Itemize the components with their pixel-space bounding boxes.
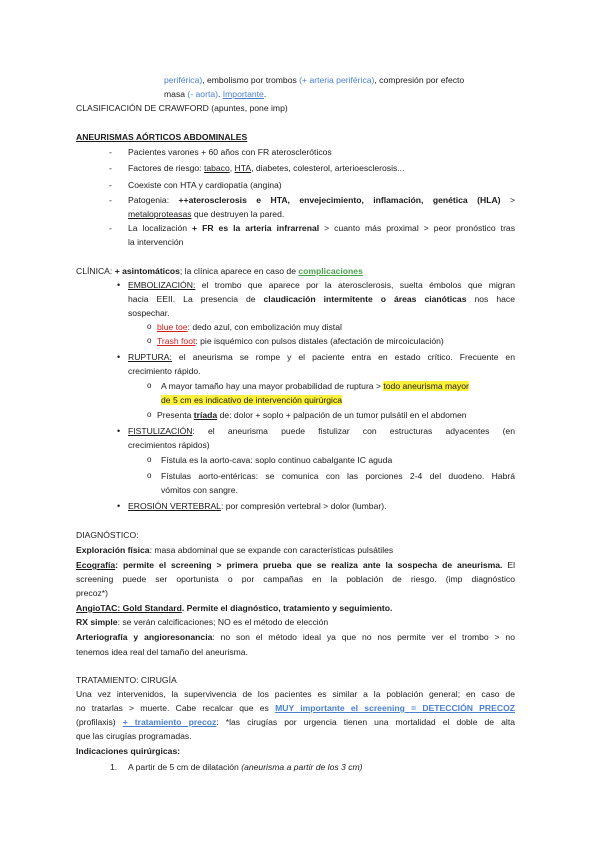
dash-4: -	[109, 195, 112, 205]
intro-important-link[interactable]: Importante	[222, 89, 264, 99]
aaa-title: ANEURISMAS AÓRTICOS ABDOMINALES	[76, 132, 248, 142]
ecografia-title: Ecografía	[76, 560, 116, 570]
embolizacion-line-3: sospechar.	[128, 308, 170, 318]
angiotac-title: AngioTAC: Gold Standard	[76, 603, 182, 613]
triada-term: tríada	[193, 410, 218, 420]
patogenia-label: Patogenia:	[128, 195, 179, 205]
loc-prognosis: > cuanto más proximal > peor pronóstico tras	[319, 223, 516, 233]
risk-sep: ,	[229, 163, 235, 173]
arteriografia-desc: : no son el método ideal ya que no nos permite ver el trombo > no	[212, 632, 515, 642]
circle-fistula-2: o	[147, 471, 152, 480]
trat-item-1-text: A partir de 5 cm de dilatación	[128, 762, 242, 772]
loc-infrarrenal: + FR es la arteria infrarrenal	[192, 223, 320, 233]
trat-indicaciones: Indicaciones quirúrgicas:	[76, 746, 181, 756]
trat-p2-text: no tratarlas > muerte. Cabe recalcar que es	[76, 703, 276, 713]
aaa-item-1: Pacientes varones + 60 años con FR ateroscleróticos	[128, 147, 332, 157]
fistula-aorto-cava: Fístula es la aorto-cava: soplo continuo cabalgante IC aguda	[161, 455, 393, 465]
blue-toe-term: blue toe	[157, 322, 188, 332]
diag-angiotac	[76, 604, 392, 613]
clinica-complications: complicaciones	[298, 266, 363, 276]
trat-p3	[76, 718, 515, 727]
exploracion-desc: : masa abdominal que se expande con características pulsátiles	[149, 545, 394, 555]
dash-5: -	[109, 223, 112, 233]
diag-ecografia-2: screening puede ser oportunista o por campañas en la población de riesgo. (imp diagnóstico	[76, 574, 515, 584]
ecografia-screening: : permite el screening > primera prueba que se realiza ante la sospecha de aneurisma.	[115, 560, 503, 570]
embolizacion-desc: el trombo que aparece por la aterosclerosis, suelta émbolos que migran	[195, 280, 515, 290]
trat-p4: que las cirugías programadas.	[76, 731, 192, 741]
bullet-fistulizacion: •	[117, 426, 121, 436]
diag-title: DIAGNÓSTICO:	[76, 530, 139, 540]
aaa-item-3: Coexiste con HTA y cardiopatía (angina)	[128, 180, 282, 190]
clinica-heading	[76, 267, 363, 276]
embolizacion-title: EMBOLIZACIÓN:	[128, 280, 196, 290]
risk-hta: HTA	[234, 163, 252, 173]
intro-peripheral-1: periférica)	[164, 75, 203, 85]
clinica-text: ; la clínica aparece en caso de	[179, 266, 299, 276]
aaa-item-4	[128, 196, 515, 205]
erosion-desc: : por compresión vertebral > dolor (lumbar).	[220, 501, 387, 511]
rx-title: RX simple	[76, 617, 118, 627]
ruptura-highlight-2: de 5 cm es indicativo de intervención quirúrgica	[161, 395, 343, 405]
trash-foot-line	[157, 337, 444, 346]
exploracion-title: Exploración física	[76, 545, 150, 555]
erosion-title: EROSIÓN VERTEBRAL	[128, 501, 221, 511]
ruptura-sub-1-cont	[161, 396, 342, 405]
circle-ruptura-1: o	[147, 381, 152, 390]
crawford-heading: CLASIFICACIÓN DE CRAWFORD (apuntes, pone imp)	[76, 103, 288, 113]
ruptura-title: RUPTURA:	[128, 352, 172, 362]
trat-p1: Una vez intervenidos, la supervivencia de los pacientes es similar a la población general; en caso de	[76, 689, 515, 699]
dash-1: -	[109, 147, 112, 157]
trash-foot-desc: : pie isquémico con pulsos distales (afectación de mircoiculación)	[195, 336, 444, 346]
angiotac-desc: . Permite el diagnóstico, tratamiento y seguimiento.	[181, 603, 393, 613]
blue-toe-desc: : dedo azul, con embolización muy distal	[187, 322, 342, 332]
trat-p2	[76, 704, 515, 713]
ruptura-line-2: crecimiento rápido.	[128, 366, 201, 376]
trat-screening-highlight: MUY importante el screening = DETECCIÓN PRECOZ	[275, 703, 515, 713]
risk-rest: , diabetes, colesterol, arterioesclerosis...	[251, 163, 405, 173]
diag-arteriografia-2: tenemos idea real del tamaño del aneurisma.	[76, 647, 248, 657]
ruptura-sub-1	[161, 382, 469, 391]
fistulizacion-line-1	[128, 427, 515, 436]
erosion-line	[128, 502, 386, 511]
fistulizacion-title: FISTULIZACIÓN	[128, 426, 193, 436]
triada-label: Presenta	[157, 410, 194, 420]
arteriografia-title: Arteriografía y angioresonancia	[76, 632, 213, 642]
ruptura-size: A mayor tamaño hay una mayor probabilidad de ruptura >	[161, 381, 384, 391]
risk-label: Factores de riesgo:	[128, 163, 204, 173]
embolizacion-desc-3: nos hace	[466, 294, 515, 304]
trat-title: TRATAMIENTO: CIRUGÍA	[76, 675, 177, 685]
intro-line-1	[164, 76, 516, 85]
fistulizacion-desc: : el aneurisma puede fistulizar con estructuras adyacentes (en	[192, 426, 515, 436]
trat-item-1-note: (aneurisma a partir de los 3 cm)	[241, 762, 363, 772]
diag-ecografia-3: precoz*)	[76, 588, 108, 598]
bullet-embolizacion: •	[117, 280, 121, 290]
triada-desc: de: dolor + soplo + palpación de un tumor pulsátil en el abdomen	[217, 410, 467, 420]
claudicacion: claudicación intermitente o áreas cianóticas	[263, 294, 467, 304]
rx-desc: : se verán calcificaciones; NO es el método de elección	[117, 617, 329, 627]
trat-profilaxis: (profilaxis)	[76, 717, 123, 727]
intro-aorta: (- aorta)	[187, 89, 218, 99]
intro-embolism: , embolismo por trombos	[202, 75, 300, 85]
patogenia-arrow: >	[500, 195, 515, 205]
risk-tobacco: tabaco	[203, 163, 230, 173]
aaa-item-5	[128, 224, 515, 233]
bullet-erosion: •	[117, 501, 121, 511]
trat-precoz: + tratamiento precoz	[122, 717, 217, 727]
circle-fistula-1: o	[147, 455, 152, 464]
bullet-ruptura: •	[117, 352, 121, 362]
circle-trash-foot: o	[147, 336, 152, 345]
clinica-label: CLÍNICA:	[76, 266, 115, 276]
diag-exploracion	[76, 546, 393, 555]
aaa-item-5-cont: la intervención	[128, 237, 184, 247]
clinica-asymptomatic: + asintomáticos	[114, 266, 180, 276]
ruptura-highlight-1: todo aneurisma mayor	[383, 381, 469, 391]
intro-end: .	[263, 89, 267, 99]
trat-p3-text: : *las cirugías por urgencia tienen una mortalidad el doble de alta	[216, 717, 515, 727]
ruptura-desc: el aneurisma se rompe y el paciente entra en estado crítico. Frecuente en	[171, 352, 515, 362]
diag-ecografia	[76, 561, 515, 570]
intro-mass: masa	[164, 89, 188, 99]
circle-ruptura-2: o	[147, 410, 152, 419]
diag-arteriografia	[76, 633, 515, 642]
trat-num-1: 1.	[110, 762, 118, 772]
circle-blue-toe: o	[147, 322, 152, 331]
intro-line-2	[164, 90, 266, 99]
aaa-item-2	[128, 164, 404, 173]
ruptura-line-1	[128, 353, 515, 362]
fistulizacion-line-2: crecimientos rápidos)	[128, 440, 210, 450]
metaloproteasas: metaloproteasas	[128, 209, 192, 219]
intro-dot: .	[217, 89, 223, 99]
ruptura-sub-2	[157, 411, 467, 420]
intro-peripheral-2: (+ arteria periférica)	[299, 75, 375, 85]
aaa-item-4-cont	[128, 210, 284, 219]
intro-compression: , compresión por efecto	[374, 75, 465, 85]
embolizacion-line-1	[128, 281, 515, 290]
diag-rx	[76, 618, 328, 627]
embolizacion-line-2	[128, 295, 515, 304]
ecografia-el: El	[502, 560, 516, 570]
fistula-aorto-enterica-cont: vómitos con sangre.	[161, 485, 238, 495]
blue-toe-line	[157, 323, 342, 332]
patogenia-end: que destruyen la pared.	[191, 209, 285, 219]
dash-3: -	[109, 180, 112, 190]
dash-2: -	[109, 163, 112, 173]
trash-foot-term: Trash foot	[157, 336, 196, 346]
patogenia-factors: ++aterosclerosis e HTA, envejecimiento, inflamación, genética (HLA)	[178, 195, 501, 205]
loc-label: La localización	[128, 223, 193, 233]
trat-item-1	[128, 763, 363, 772]
embolizacion-desc-2: hacia EEII. La presencia de	[128, 294, 264, 304]
fistula-aorto-enterica: Fístulas aorto-entéricas: se comunica con las porciones 2-4 del duodeno. Habrá	[161, 471, 515, 481]
